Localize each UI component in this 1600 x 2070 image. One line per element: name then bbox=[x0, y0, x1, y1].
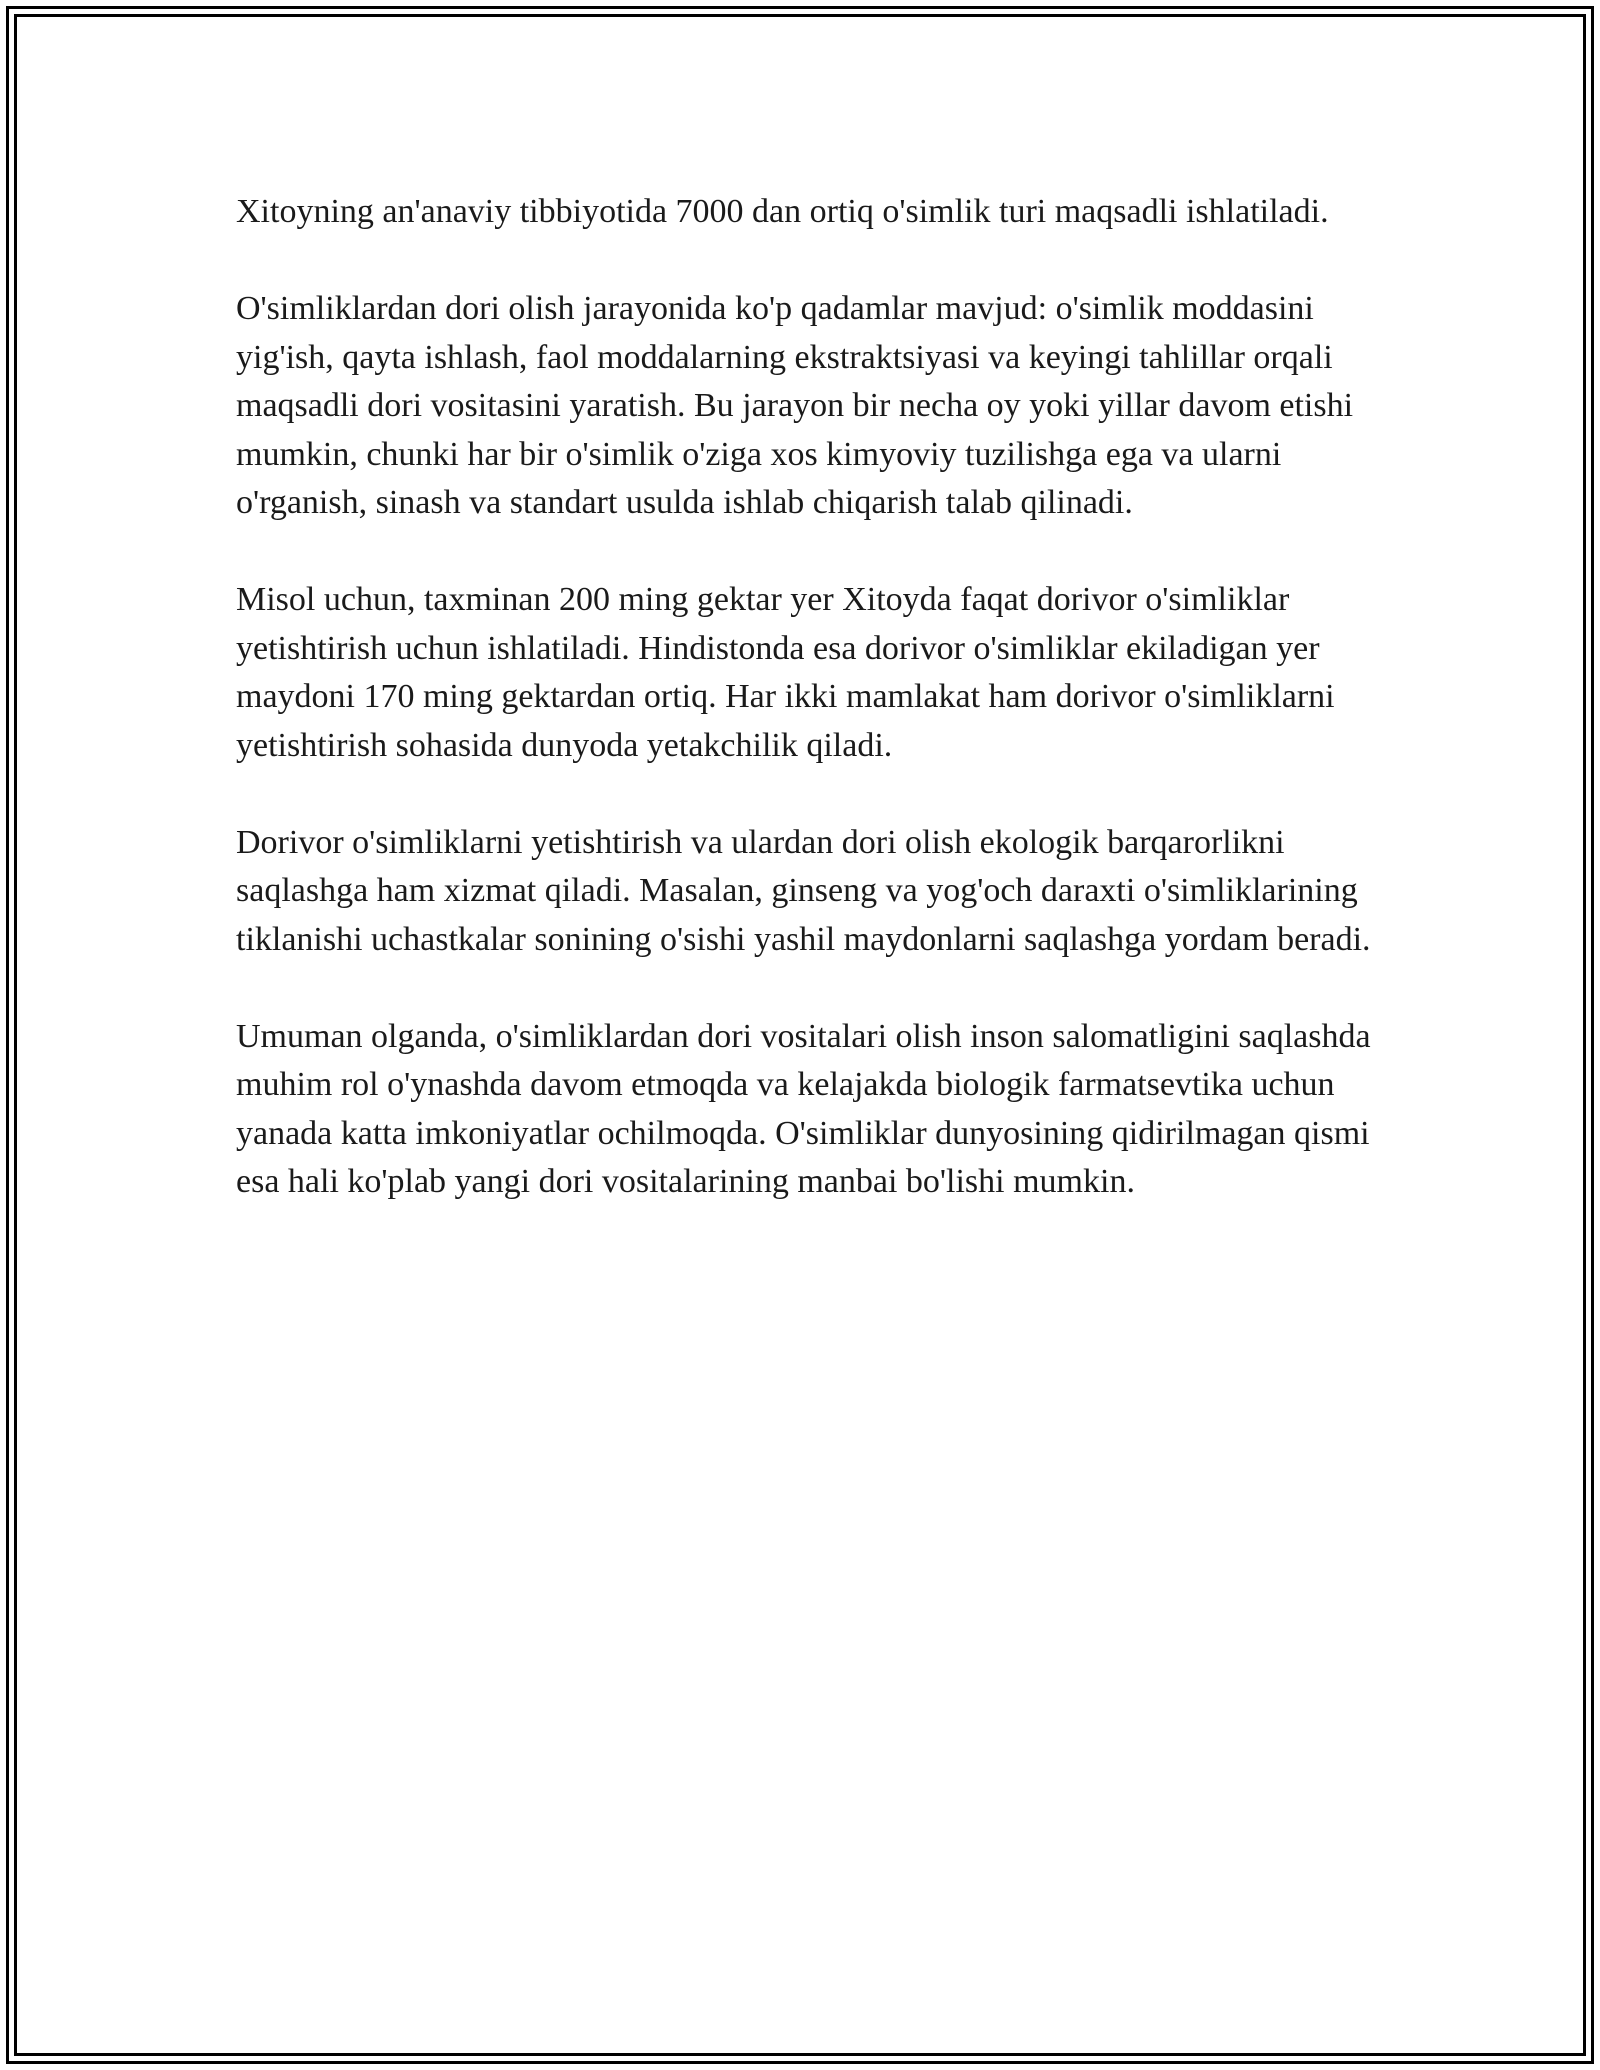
document-body bbox=[236, 188, 1376, 1255]
paragraph-4: Dorivor o'simliklarni yetishtirish va ulardan dori olish ekologik barqarorlikni saqlashga ham xizmat qiladi. Masalan, ginseng va yog'och daraxti o'simliklarining tiklanishi uchastkalar sonining o'sishi yashil maydonlarni saqlashga yordam beradi. bbox=[236, 823, 1371, 958]
paragraph-5: Umuman olganda, o'simliklardan dori vositalari olish inson salomatligini saqlashda muhim rol o'ynashda davom etmoqda va kelajakda biologik farmatsevtika uchun yanada katta imkoniyatlar ochilmoqda. O'simliklar dunyosining qidirilmagan qismi esa hali ko'plab yangi dori vositalarining manbai bo'lishi mumkin. bbox=[236, 1017, 1371, 1200]
paragraph-2: O'simliklardan dori olish jarayonida ko'p qadamlar mavjud: o'simlik moddasini yig'ish, qayta ishlash, faol moddalarning ekstraktsiyasi va keyingi tahlillar orqali maqsadli dori vositasini yaratish. Bu jarayon bir necha oy yoki yillar davom etishi mumkin, chunki har bir o'simlik o'ziga xos kimyoviy tuzilishga ega va ularni o'rganish, sinash va standart usulda ishlab chiqarish talab qilinadi. bbox=[236, 290, 1354, 521]
paragraph-3: Misol uchun, taxminan 200 ming gektar yer Xitoyda faqat dorivor o'simliklar yetishtirish uchun ishlatiladi. Hindistonda esa dorivor o'simliklar ekiladigan yer maydoni 170 ming gektardan ortiq. Har ikki mamlakat ham dorivor o'simliklarni yetishtirish sohasida dunyoda yetakchilik qiladi. bbox=[236, 581, 1335, 764]
paragraph-1: Xitoyning an'anaviy tibbiyotida 7000 dan ortiq o'simlik turi maqsadli ishlatiladi. bbox=[236, 193, 1329, 230]
